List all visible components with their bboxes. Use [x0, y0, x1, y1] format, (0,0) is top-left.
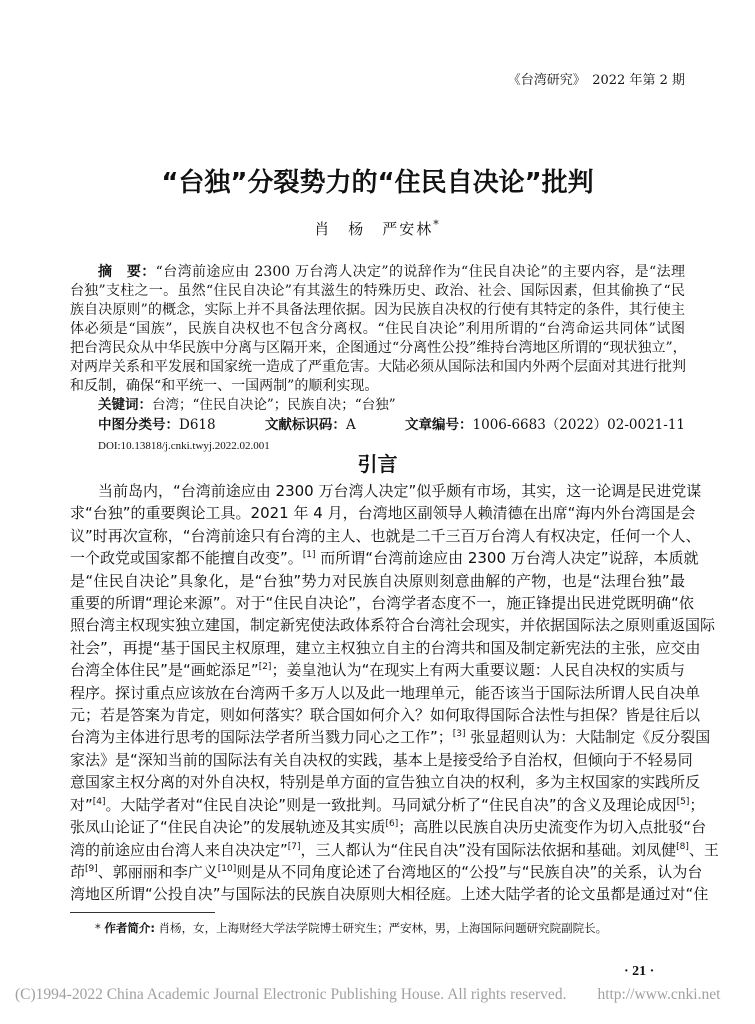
citation-ref[interactable]: [7]	[287, 841, 301, 852]
citation-ref[interactable]: [9]	[85, 863, 98, 874]
section-heading: 引言	[357, 452, 398, 476]
abstract	[70, 263, 685, 396]
article-number-value: 1006-6683（2022）02-0021-11	[472, 417, 685, 433]
citation-ref[interactable]: [6]	[385, 819, 399, 830]
citation-ref[interactable]: [4]	[92, 796, 106, 807]
article-number-label: 文章编号：	[405, 417, 473, 433]
footnote-label: 作者简介:	[104, 921, 156, 935]
document-code	[265, 416, 356, 434]
body-line: 台湾全体住民”是“画蛇添足”[2]；姜皇池认为“在现实上有两大重要议题：人民自决权的实质与	[70, 661, 685, 680]
body-line: 家法》是“深知当前的国际法有关自决权的实践，基本上是接受给予自治权，但倾向于不轻易同	[70, 750, 693, 769]
keywords-value: 台湾；“住民自决论”；民族自决；“台独”	[152, 397, 396, 413]
keywords	[98, 396, 396, 414]
abstract-label: 摘 要：	[98, 264, 156, 280]
journal-header: 《台湾研究》 2022 年第 2 期	[507, 73, 685, 88]
doi: DOI:10.13818/j.cnki.twyj.2022.02.001	[98, 440, 270, 452]
citation-ref[interactable]: [8]	[676, 841, 689, 852]
clc-value: D618	[179, 417, 216, 433]
classification-row	[98, 416, 685, 434]
body-line: 张凤山论证了“住民自决论”的发展轨迹及其实质[6]；高胜以民族自决历史流变作为切入点批驳“台	[70, 818, 707, 837]
body-line: 对”[4]。大陆学者对“住民自决论”则是一致批判。马同斌分析了“住民自决”的含义及理论成因[5]；	[70, 795, 705, 814]
clc-code	[98, 416, 216, 434]
abstract-line: 把台湾民众从中华民族中分离与区隔开来，企图通过“分离性公投”维持台湾地区所谓的“现状独立”，	[70, 340, 687, 356]
body-line: 求“台独”的重要舆论工具。2021 年 4 月，台湾地区副领导人赖清德在出席“海内外台湾国是会	[70, 504, 696, 523]
copyright-watermark: (C)1994-2022 China Academic Journal Electronic Publishing House. All rights reserved. http://www.cnki.net	[15, 986, 721, 1003]
body-line: 当前岛内，“台湾前途应由 2300 万台湾人决定”似乎颇有市场，其实，这一论调是民进党谋	[98, 482, 702, 500]
citation-ref[interactable]: [10]	[217, 863, 237, 874]
authors	[0, 218, 755, 239]
body-line: 湾的前途应由台湾人来自决决定”[7]，三人都认为“住民自决”没有国际法依据和基础。刘凤健[8]、王	[70, 840, 719, 859]
keywords-label: 关键词：	[98, 397, 152, 413]
citation-ref[interactable]: [5]	[676, 796, 690, 807]
author-names: 肖 杨 严安林	[314, 220, 434, 238]
footnote-mark: *	[95, 921, 105, 935]
abstract-line: 族自决原则”的概念，实际上并不具备法理依据。因为民族自决权的行使有其特定的条件，其行使主	[70, 302, 685, 318]
body-line: 元；若是答案为肯定，则如何落实？联合国如何介入？如何取得国际合法性与担保？皆是往后以	[70, 706, 701, 725]
body-line: 是“住民自决论”具象化，是“台独”势力对民族自决原则刻意曲解的产物，也是“法理台独”最	[70, 571, 685, 590]
body-line: 茚[9]、郭丽丽和李广义[10]则是从不同角度论述了台湾地区的“公投”与“民族自决”的关系，认为台	[70, 862, 703, 881]
body-text	[70, 480, 719, 906]
page-number: · 21 ·	[624, 964, 655, 979]
abstract-line: 体必须是“国族”，民族自决权也不包含分离权。“住民自决论”利用所谓的“台湾命运共同体”试图	[70, 321, 685, 337]
abstract-line: 摘 要：“台湾前途应由 2300 万台湾人决定”的说辞作为“住民自决论”的主要内容，是“法理	[98, 264, 685, 280]
body-line: 重要的所谓“理论来源”。对于“住民自决论”，台湾学者态度不一，施正锋提出民进党既明确“依	[70, 594, 694, 613]
body-line: 程序。探讨重点应该放在台湾两千多万人以及此一地理单元，能否该当于国际法所谓人民自决单	[70, 683, 701, 702]
citation-ref[interactable]: [1]	[302, 550, 316, 561]
author-footnote-mark: *	[433, 218, 441, 231]
footnote-text: 肖杨，女，上海财经大学法学院博士研究生；严安林，男，上海国际问题研究院副院长。	[155, 921, 608, 935]
article-number	[405, 416, 685, 434]
citation-ref[interactable]: [3]	[452, 729, 466, 740]
author-footnote	[95, 921, 607, 936]
body-line: 议”时再次宣称，“台湾前途只有台湾的主人、也就是二千三百万台湾人有权决定，任何一个人、	[70, 526, 701, 545]
body-line: 照台湾主权现实独立建国，制定新宪使法政体系符合台湾社会现实，并依据国际法之原则重返国际	[70, 616, 716, 635]
paper-title: “台独”分裂势力的“住民自决论”批判	[161, 168, 594, 198]
citation-ref[interactable]: [2]	[258, 662, 272, 673]
body-line: 湾地区所谓“公投自决”与国际法的民族自决原则大相径庭。上述大陆学者的论文虽都是通过对“住	[70, 885, 709, 904]
document-code-label: 文献标识码：	[264, 417, 346, 433]
footnote-divider	[70, 912, 215, 913]
clc-label: 中图分类号：	[98, 417, 179, 433]
abstract-line: 对两岸关系和平发展和国家统一造成了严重危害。大陆必须从国际法和国内外两个层面对其进行批判	[70, 359, 686, 375]
body-line: 社会”，再提“基于国民主权原理，建立主权独立自主的台湾共和国及制定新宪法的主张，应交由	[70, 638, 701, 657]
body-line: 一个政党或国家都不能擅自改变”。[1] 而所谓“台湾前途应由 2300 万台湾人决定”说辞，本质就	[70, 549, 699, 568]
abstract-line: 台独”支柱之一。虽然“住民自决论”有其滋生的特殊历史、政治、社会、国际因素，但其偷换了“民	[70, 283, 685, 299]
body-line: 意国家主权分离的对外自决权，特别是单方面的宣告独立自决的权利，多为主权国家的实践所反	[70, 773, 701, 792]
abstract-line: 和反制，确保“和平统一、一国两制”的顺利实现。	[70, 378, 379, 394]
document-code-value: A	[345, 417, 356, 433]
body-line: 台湾为主体进行思考的国际法学者所当戮力同心之工作”；[3] 张显超则认为：大陆制定《反分裂国	[70, 728, 711, 747]
